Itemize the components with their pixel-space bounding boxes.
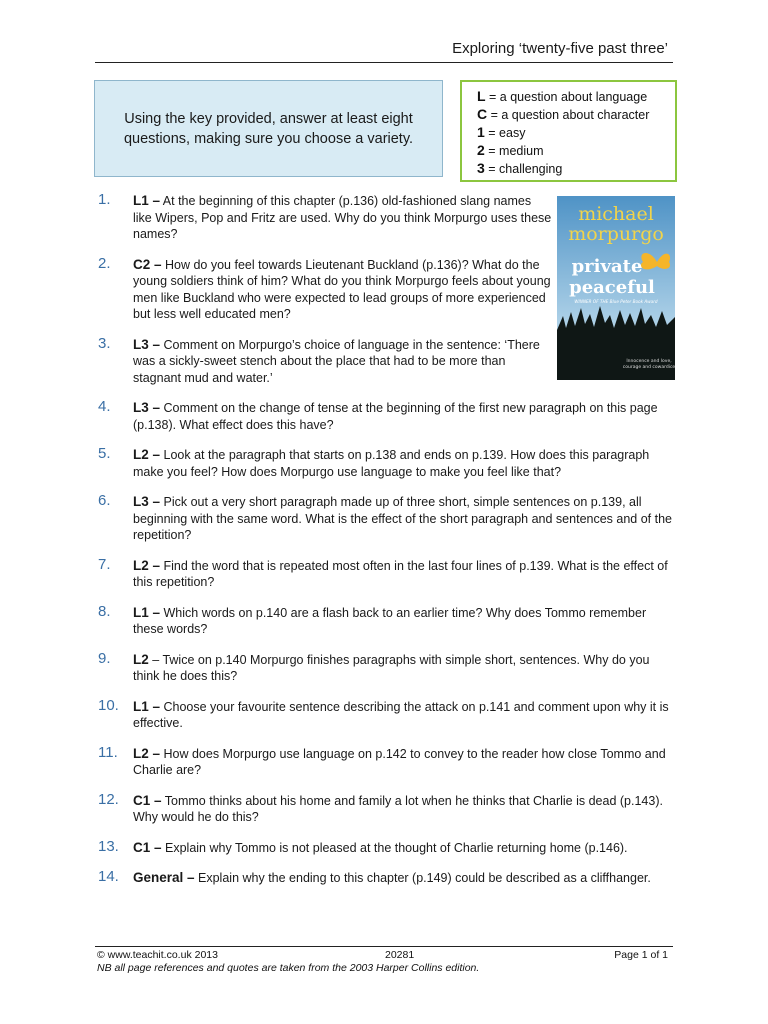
key-code: 1 bbox=[477, 124, 485, 140]
question-text: Pick out a very short paragraph made up of three short, simple sentences on p.139, all beginning with the same word. What is the effect of the short paragraph and sentences and of the repetition? bbox=[133, 495, 672, 542]
key-box bbox=[460, 80, 677, 182]
question-text: How do you feel towards Lieutenant Buckland (p.136)? What do the young soldiers think of him? What do you think Morpurgo feels about young men like Buckland who were expected to lead groups of more experienced but less well educated men? bbox=[133, 257, 551, 321]
question-number: 12. bbox=[98, 790, 119, 808]
key-item bbox=[477, 160, 675, 178]
question-number: 1. bbox=[98, 191, 111, 208]
question-number: 3. bbox=[98, 334, 111, 352]
question-code: L1 – bbox=[133, 698, 161, 714]
question-item bbox=[95, 837, 675, 857]
question-item bbox=[95, 696, 675, 732]
footer-code: 20281 bbox=[385, 949, 415, 961]
question-item bbox=[95, 649, 675, 685]
question-item bbox=[95, 870, 675, 887]
question-item bbox=[95, 334, 553, 387]
question-number: 6. bbox=[98, 492, 111, 509]
header-divider bbox=[95, 62, 673, 63]
footer-copyright: © www.teachit.co.uk 2013 bbox=[97, 949, 218, 961]
key-item bbox=[477, 124, 675, 142]
footer-divider bbox=[95, 946, 673, 947]
question-text: Look at the paragraph that starts on p.138 and ends on p.139. How does this paragraph make you feel? How does Morpurgo use language to make you feel like that? bbox=[133, 448, 650, 479]
question-item bbox=[95, 254, 553, 323]
question-code: General – bbox=[133, 870, 195, 885]
question-code: L2 bbox=[133, 651, 149, 667]
question-text: At the beginning of this chapter (p.136) old-fashioned slang names like Wipers, Pop and Fritz are used. Why do you think Morpurgo uses these names? bbox=[133, 194, 552, 241]
key-desc: = a question about language bbox=[485, 90, 648, 104]
question-number: 13. bbox=[98, 837, 119, 855]
question-list bbox=[95, 193, 675, 887]
question-text: How does Morpurgo use language on p.142 to convey to the reader how close Tommo and Charlie are? bbox=[133, 746, 666, 777]
question-number: 8. bbox=[98, 602, 111, 620]
key-item bbox=[477, 106, 675, 124]
key-code: 3 bbox=[477, 160, 485, 176]
key-desc: = a question about character bbox=[487, 108, 650, 122]
question-code: C1 – bbox=[133, 839, 162, 855]
question-code: L1 – bbox=[133, 193, 161, 208]
question-code: C1 – bbox=[133, 792, 162, 808]
book-author-last: morpurgo bbox=[568, 223, 664, 245]
question-code: L1 – bbox=[133, 604, 161, 620]
question-item bbox=[95, 790, 675, 826]
question-text: Explain why the ending to this chapter (p.149) could be described as a cliffhanger. bbox=[194, 871, 651, 885]
question-number: 10. bbox=[98, 696, 119, 714]
key-code: C bbox=[477, 106, 488, 122]
question-code: L2 – bbox=[133, 557, 161, 573]
book-title-second: peaceful bbox=[569, 277, 655, 298]
question-code: L3 – bbox=[133, 494, 161, 509]
question-text: – Twice on p.140 Morpurgo finishes paragraphs with simple short, sentences. Why do you think he does this? bbox=[133, 652, 650, 683]
question-item bbox=[95, 447, 675, 480]
key-desc: = challenging bbox=[484, 162, 563, 176]
question-number: 2. bbox=[98, 254, 111, 272]
question-number: 11. bbox=[98, 743, 118, 761]
footer-page: Page 1 of 1 bbox=[614, 949, 668, 961]
book-tagline-2: courage and cowardice bbox=[622, 365, 675, 370]
question-text: Choose your favourite sentence describing the attack on p.141 and comment upon why it is effective. bbox=[133, 699, 669, 730]
key-item bbox=[477, 88, 675, 106]
question-text: Which words on p.140 are a flash back to an earlier time? Why does Tommo remember these words? bbox=[133, 605, 647, 636]
footer-note: NB all page references and quotes are taken from the 2003 Harper Collins edition. bbox=[97, 962, 480, 974]
key-code: 2 bbox=[477, 142, 485, 158]
question-number: 7. bbox=[98, 555, 111, 573]
instructions-text: Using the key provided, answer at least eight questions, making sure you choose a variety. bbox=[123, 110, 414, 147]
question-text: Find the word that is repeated most often in the last four lines of p.139. What is the effect of this repetition? bbox=[133, 558, 668, 589]
question-number: 14. bbox=[98, 868, 119, 885]
page-title: Exploring ‘twenty-five past three’ bbox=[452, 40, 668, 57]
book-author-first: michael bbox=[578, 203, 654, 225]
question-text: Tommo thinks about his home and family a lot when he thinks that Charlie is dead (p.143). Why would he do this? bbox=[133, 793, 663, 824]
question-code: L3 – bbox=[133, 400, 161, 415]
question-item bbox=[95, 400, 675, 433]
book-tagline-1: Innocence and love, bbox=[626, 359, 672, 364]
key-desc: = easy bbox=[484, 126, 526, 140]
question-number: 5. bbox=[98, 445, 111, 462]
question-code: L3 – bbox=[133, 336, 161, 352]
key-item bbox=[477, 142, 675, 160]
question-text: Explain why Tommo is not pleased at the thought of Charlie returning home (p.146). bbox=[161, 840, 628, 855]
question-code: C2 – bbox=[133, 256, 162, 272]
key-code: L bbox=[477, 88, 486, 104]
question-number: 9. bbox=[98, 649, 111, 667]
book-award: WINNER OF THE Blue Peter Book Award bbox=[574, 299, 658, 304]
book-title-first: private bbox=[571, 256, 643, 277]
question-number: 4. bbox=[98, 398, 111, 415]
instructions-box bbox=[94, 80, 443, 177]
question-item bbox=[95, 494, 675, 544]
question-text: Comment on Morpurgo’s choice of language in the sentence: ‘There was a sickly-sweet stench about the place that had to be more than stagnant mud and water.’ bbox=[133, 337, 540, 385]
question-code: L2 – bbox=[133, 745, 161, 761]
key-desc: = medium bbox=[484, 144, 544, 158]
question-item bbox=[95, 602, 675, 638]
question-text: Comment on the change of tense at the beginning of the first new paragraph on this page (p.138). What effect does this have? bbox=[133, 401, 658, 432]
question-item bbox=[95, 743, 675, 779]
question-item bbox=[95, 555, 675, 591]
question-item bbox=[95, 193, 553, 243]
question-code: L2 – bbox=[133, 447, 161, 462]
